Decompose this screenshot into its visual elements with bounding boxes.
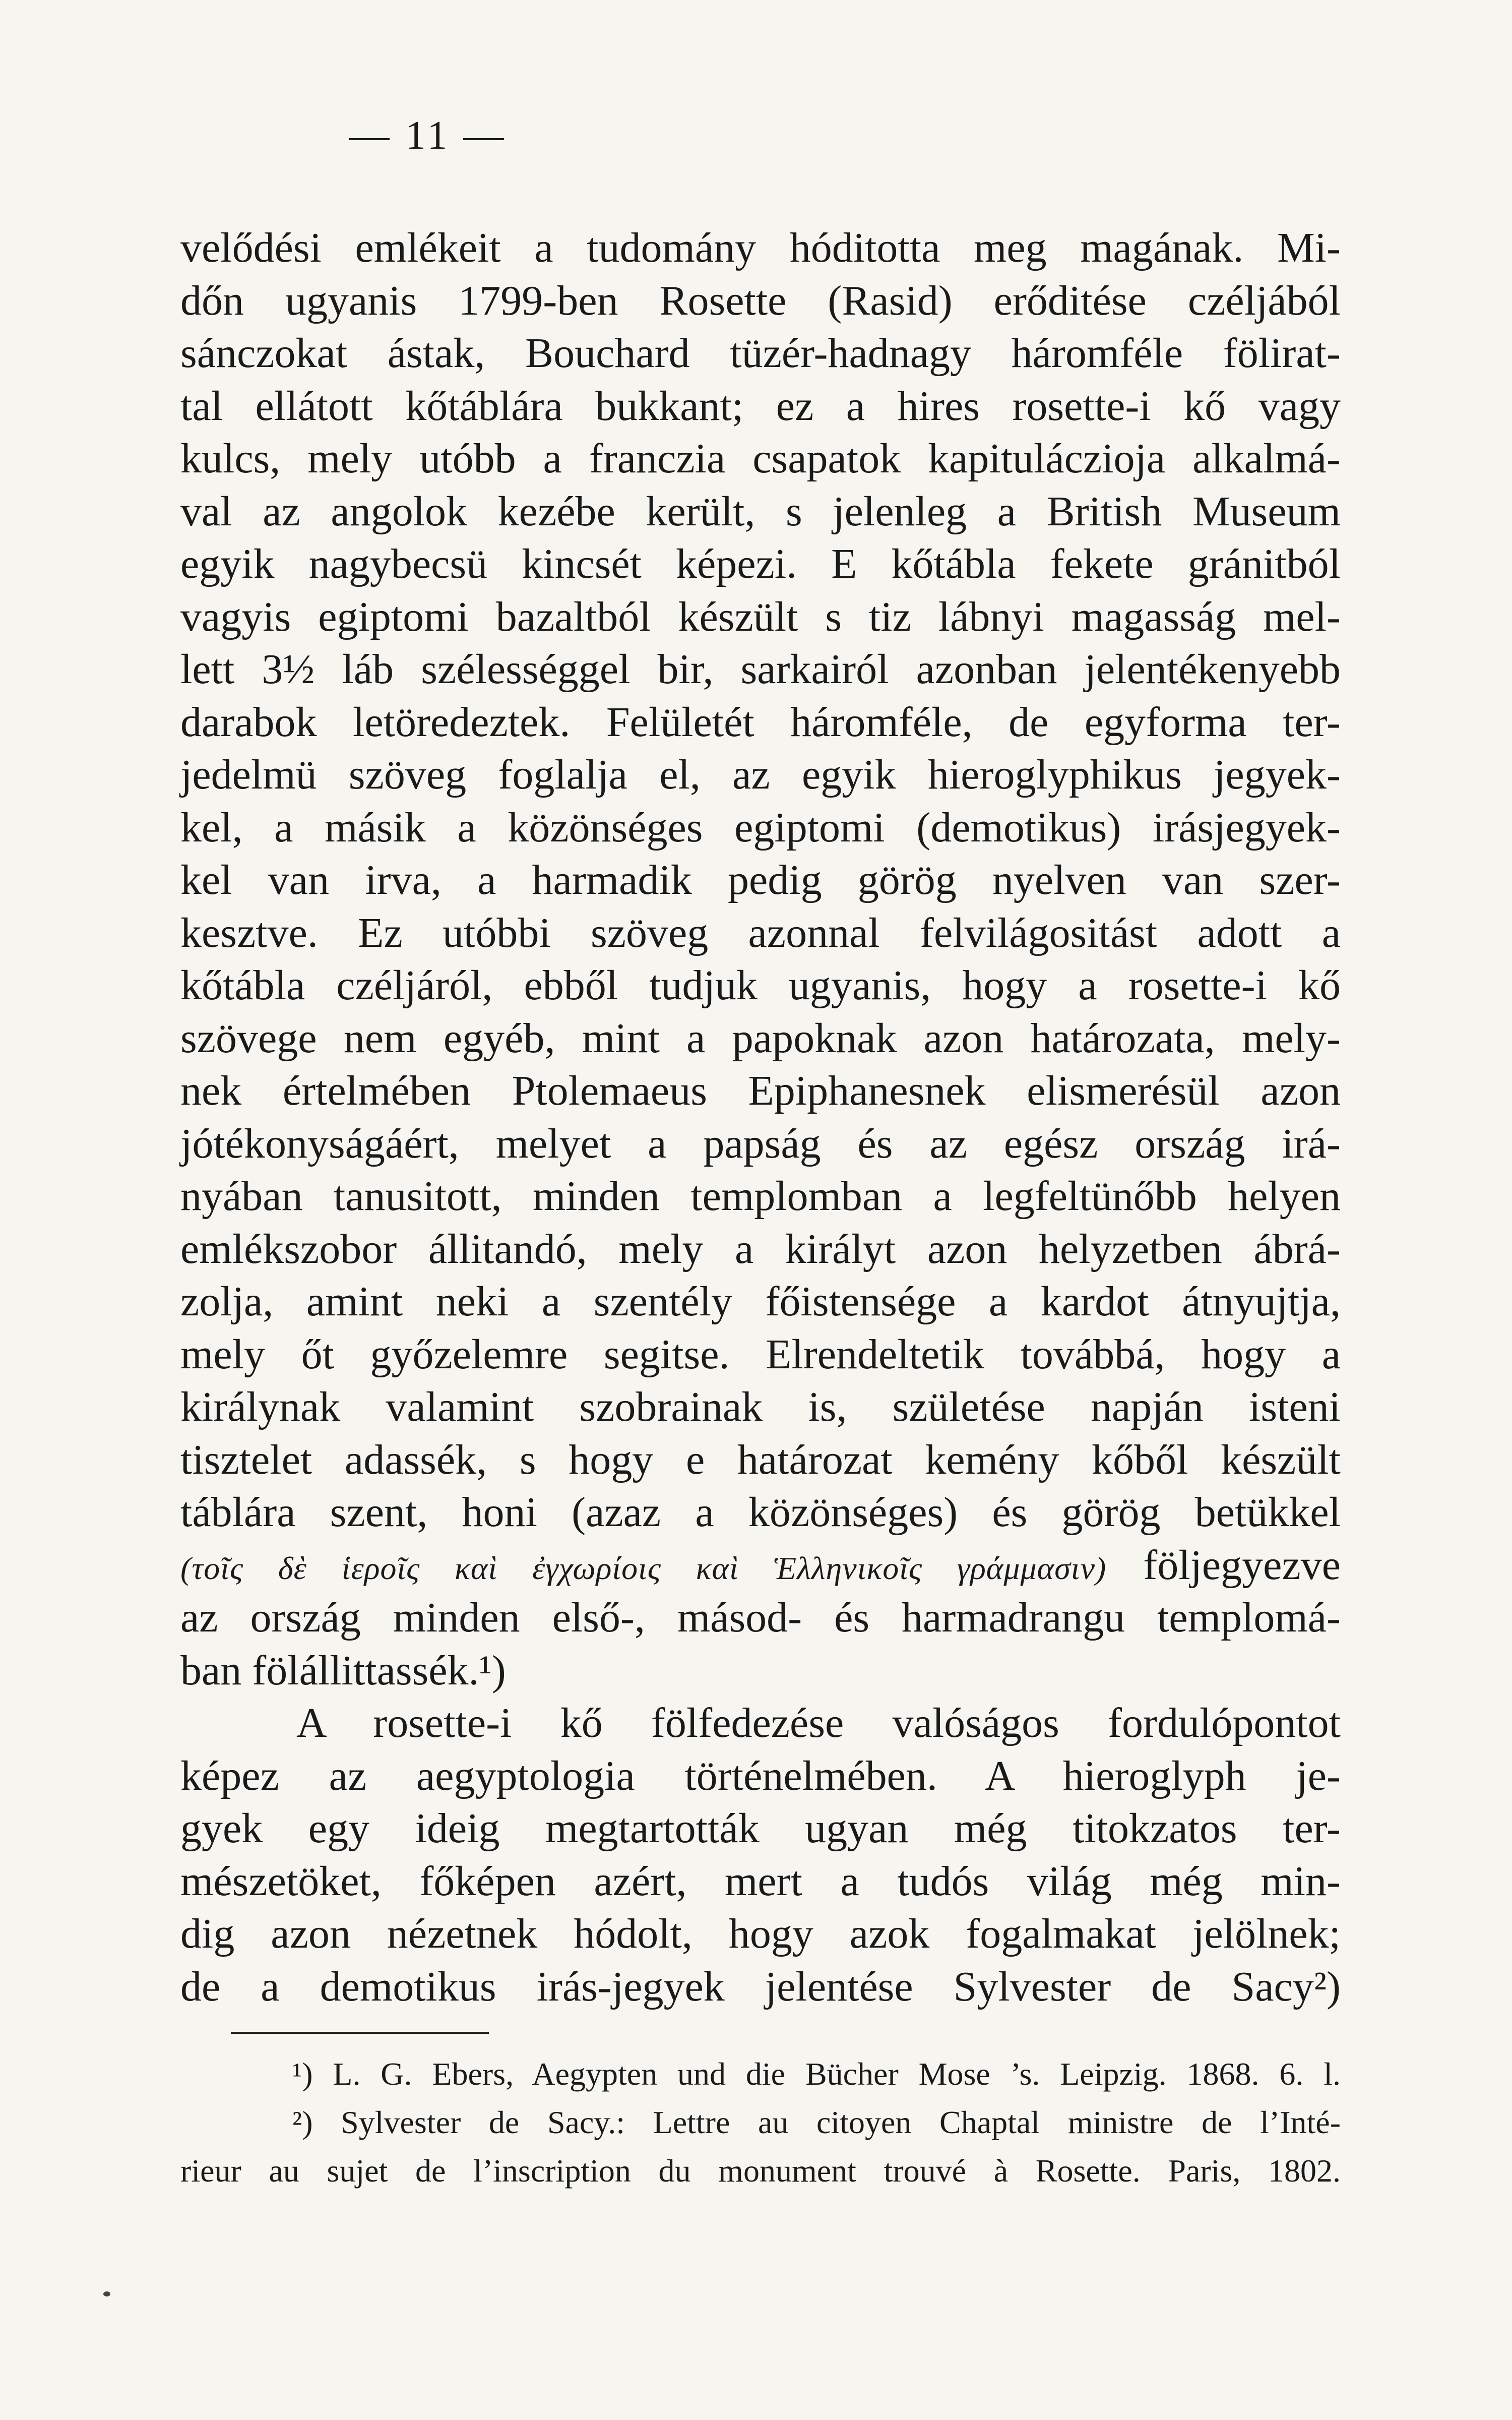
text-line: mészetöket, főképen azért, mert a tudós világ még min- bbox=[180, 1857, 1341, 1905]
text-line: egyik nagybecsü kincsét képezi. E kőtábla fekete gránitból bbox=[180, 540, 1341, 587]
text-line: kel van irva, a harmadik pedig görög nyelven van szer- bbox=[180, 857, 1341, 903]
text-line: lett 3½ láb szélességgel bir, sarkairól azonban jelentékenyebb bbox=[180, 646, 1341, 693]
text-line: képez az aegyptologia történelmében. A hieroglyph je- bbox=[180, 1752, 1341, 1799]
text-line: tal ellátott kőtáblára bukkant; ez a hires rosette-i kő vagy bbox=[180, 382, 1341, 430]
text-line: kulcs, mely utóbb a franczia csapatok kapituláczioja alkalmá- bbox=[180, 435, 1341, 482]
text-line: zolja, amint neki a szentély főistensége a kardot átnyujtja, bbox=[180, 1278, 1341, 1325]
text-line: darabok letöredeztek. Felületét háromféle, de egyforma ter- bbox=[180, 698, 1341, 746]
text-line: dig azon nézetnek hódolt, hogy azok fogalmakat jelölnek; bbox=[180, 1910, 1341, 1957]
text-line: jedelmü szöveg foglalja el, az egyik hieroglyphikus jegyek- bbox=[180, 751, 1341, 798]
text-line: val az angolok kezébe került, s jelenleg a British Museum bbox=[180, 488, 1341, 535]
main-text bbox=[180, 222, 1341, 2013]
text-line: dőn ugyanis 1799-ben Rosette (Rasid) erőditése czéljából bbox=[180, 277, 1341, 324]
text-line: kesztve. Ez utóbbi szöveg azonnal felvilágositást adott a bbox=[180, 909, 1341, 956]
text-line: szövege nem egyéb, mint a papoknak azon határozata, mely- bbox=[180, 1014, 1341, 1062]
ink-speck bbox=[103, 2291, 110, 2296]
text-line: királynak valamint szobrainak is, születése napján isteni bbox=[180, 1383, 1341, 1430]
text-line: vagyis egiptomi bazaltból készült s tiz lábnyi magasság mel- bbox=[180, 593, 1341, 640]
text-line: kel, a másik a közönséges egiptomi (demotikus) irásjegyek- bbox=[180, 804, 1341, 851]
footnote-1: ¹) L. G. Ebers, Aegypten und die Bücher Mose ’s. Leipzig. 1868. 6. l. bbox=[292, 2056, 1341, 2092]
footnote-2: ²) Sylvester de Sacy.: Lettre au citoyen Chaptal ministre de l’Inté- bbox=[292, 2104, 1341, 2140]
greek-phrase: (τοῖς δὲ ἱεροῖς καὶ ἐγχωρίοις καὶ Ἑλληνικοῖς γράμμασιν) bbox=[180, 1550, 1107, 1586]
text-line: tisztelet adassék, s hogy e határozat kemény kőből készült bbox=[180, 1436, 1341, 1483]
text-line: ban fölállittassék.¹) bbox=[180, 1647, 506, 1694]
greek-text-line bbox=[180, 1539, 1341, 1592]
footnote-2-continuation: rieur au sujet de l’inscription du monument trouvé à Rosette. Paris, 1802. bbox=[180, 2153, 1341, 2189]
text-line: emlékszobor állitandó, mely a királyt azon helyzetben ábrá- bbox=[180, 1225, 1341, 1273]
greek-line-tail: följegyezve bbox=[1143, 1541, 1341, 1589]
text-line: sánczokat ástak, Bouchard tüzér-hadnagy háromféle fölirat- bbox=[180, 330, 1341, 377]
text-line: az ország minden első-, másod- és harmadrangu templomá- bbox=[180, 1594, 1341, 1641]
text-line: jótékonyságáért, melyet a papság és az egész ország irá- bbox=[180, 1120, 1341, 1167]
footnotes bbox=[180, 2050, 1341, 2195]
page-number: — 11 — bbox=[349, 113, 507, 158]
text-line: gyek egy ideig megtartották ugyan még titokzatos ter- bbox=[180, 1805, 1341, 1852]
text-line: de a demotikus irás-jegyek jelentése Sylvester de Sacy²) bbox=[180, 1963, 1341, 2010]
text-line: kőtábla czéljáról, ebből tudjuk ugyanis, hogy a rosette-i kő bbox=[180, 962, 1341, 1009]
text-line: velődési emlékeit a tudomány hóditotta meg magának. Mi- bbox=[180, 224, 1341, 271]
footnote-divider bbox=[231, 2032, 489, 2034]
text-line: nek értelmében Ptolemaeus Epiphanesnek elismerésül azon bbox=[180, 1067, 1341, 1114]
text-line: táblára szent, honi (azaz a közönséges) és görög betükkel bbox=[180, 1489, 1341, 1536]
paragraph-start-line: A rosette-i kő fölfedezése valóságos fordulópontot bbox=[296, 1700, 1341, 1746]
text-line: mely őt győzelemre segitse. Elrendeltetik továbbá, hogy a bbox=[180, 1330, 1341, 1378]
text-line: nyában tanusitott, minden templomban a legfeltünőbb helyen bbox=[180, 1173, 1341, 1220]
